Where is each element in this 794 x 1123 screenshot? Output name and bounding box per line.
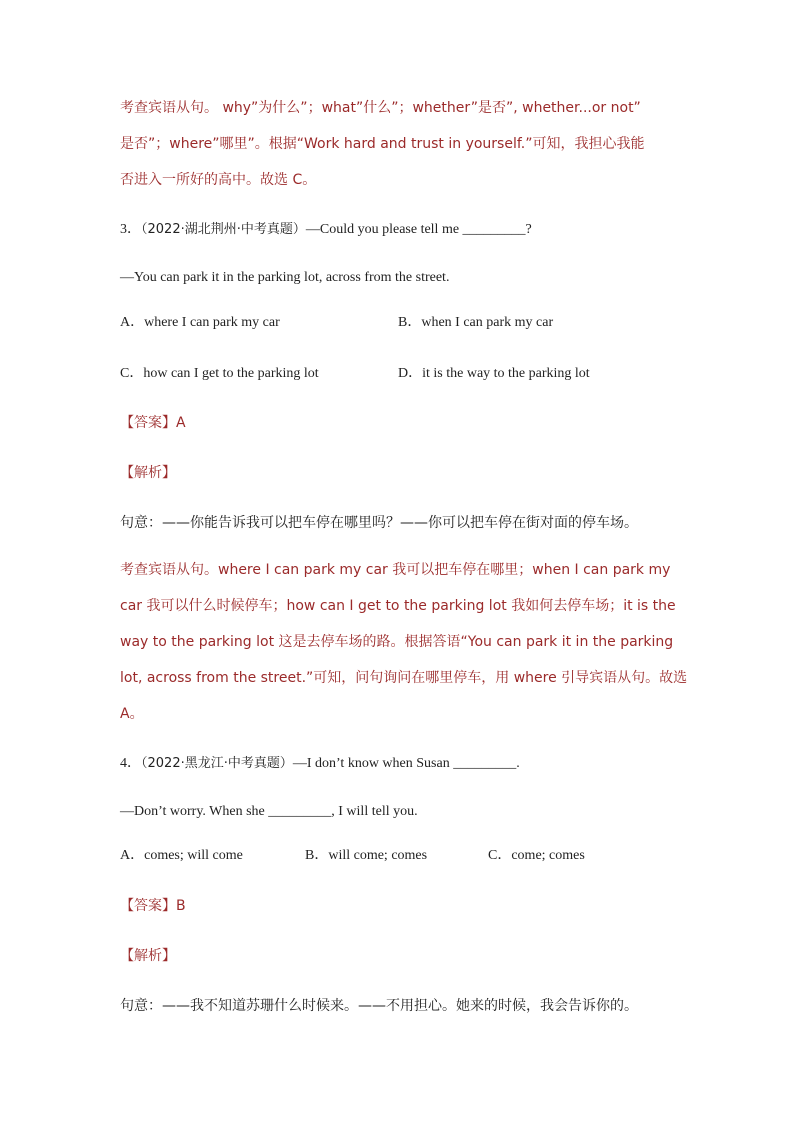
- analysis-line: car 我可以什么时候停车；how can I get to the parking lot 我如何去停车场；it is the: [120, 598, 676, 614]
- question-text: —Could you please tell me _________?: [305, 222, 532, 237]
- question-text: —I don’t know when Susan _________.: [292, 756, 520, 771]
- q3-analysis: [120, 552, 690, 732]
- analysis-line: A。: [120, 706, 144, 722]
- question-4-stem: [120, 754, 690, 774]
- question-4-options: [120, 844, 690, 864]
- analysis-line: 考查宾语从句。where I can park my car 我可以把车停在哪里；when I can park my: [120, 562, 671, 578]
- analysis-label: 【解析】: [120, 465, 176, 481]
- analysis-line: lot, across from the street.”可知，问句询问在哪里停车，用 where 引导宾语从句。故选: [120, 670, 688, 686]
- question-3-reply: —You can park it in the parking lot, across from the street.: [120, 270, 450, 285]
- question-source: （2022·湖北荆州·中考真题）: [141, 222, 306, 237]
- analysis-line: 否进入一所好的高中。故选 C。: [120, 172, 317, 188]
- option-b[interactable]: B．when I can park my car: [398, 315, 554, 330]
- analysis-line: 是否”；where”哪里”。根据“Work hard and trust in yourself.”可知，我担心我能: [120, 136, 645, 152]
- option-b[interactable]: B．will come; comes: [305, 848, 428, 863]
- sentence-meaning: 句意：——你能告诉我可以把车停在哪里吗？——你可以把车停在街对面的停车场。: [120, 515, 638, 531]
- question-number: 3．: [120, 222, 141, 237]
- option-c[interactable]: C．come; comes: [488, 848, 585, 863]
- sentence-meaning: 句意：——我不知道苏珊什么时候来。——不用担心。她来的时候，我会告诉你的。: [120, 998, 638, 1014]
- question-4-reply: —Don’t worry. When she _________, I will tell you.: [120, 804, 418, 819]
- question-source: （2022·黑龙江·中考真题）: [141, 756, 293, 771]
- analysis-line: way to the parking lot 这是去停车场的路。根据答语“You can park it in the parking: [120, 634, 674, 650]
- question-3-stem: [120, 220, 690, 240]
- option-a[interactable]: A．comes; will come: [120, 848, 243, 863]
- analysis-label: 【解析】: [120, 948, 176, 964]
- option-d[interactable]: D．it is the way to the parking lot: [398, 366, 590, 381]
- answer-label: 【答案】B: [120, 898, 186, 914]
- option-a[interactable]: A．where I can park my car: [120, 315, 280, 330]
- question-3-options-row-1: [120, 311, 690, 331]
- answer-label: 【答案】A: [120, 415, 186, 431]
- analysis-line: 考查宾语从句。 why”为什么”；what”什么”；whether”是否”, whether...or not”: [120, 100, 641, 116]
- question-number: 4．: [120, 756, 141, 771]
- q2-analysis: [120, 90, 690, 198]
- question-3-options-row-2: [120, 362, 690, 382]
- option-c[interactable]: C．how can I get to the parking lot: [120, 366, 319, 381]
